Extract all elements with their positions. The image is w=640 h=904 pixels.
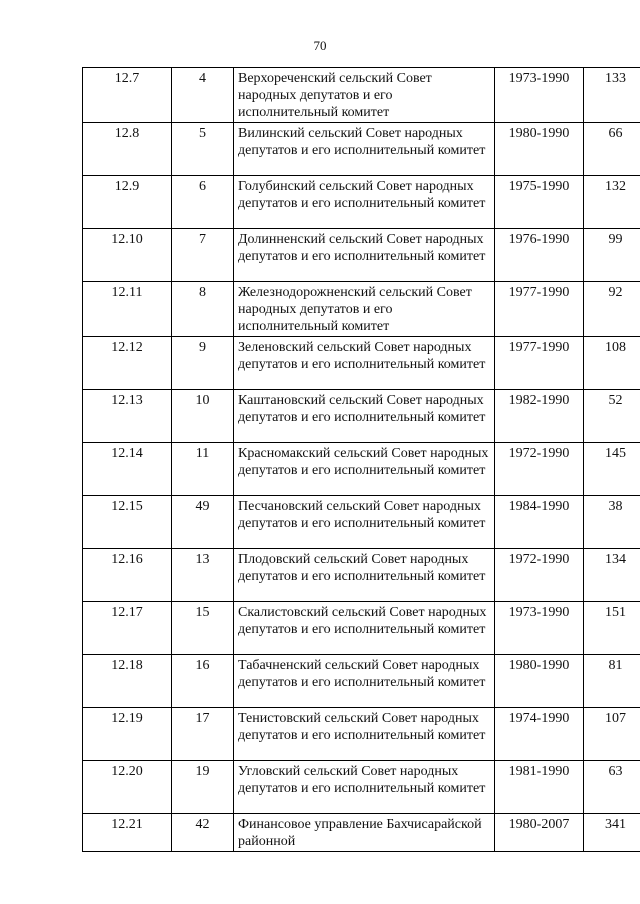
row-years-cell: 1973-1990 — [495, 68, 584, 123]
row-index-cell: 12.14 — [83, 443, 172, 496]
table-row — [83, 390, 640, 443]
table-row — [83, 708, 640, 761]
row-name-cell: Табачненский сельский Совет народных депутатов и его исполнительный комитет — [234, 655, 495, 708]
row-years-cell: 1980-2007 — [495, 814, 584, 852]
row-name-cell: Финансовое управление Бахчисарайской районной — [234, 814, 495, 852]
row-name-cell: Верхореченский сельский Совет народных депутатов и его исполнительный комитет — [234, 68, 495, 123]
row-number-cell: 10 — [172, 390, 234, 443]
row-number-cell: 13 — [172, 549, 234, 602]
row-index-cell: 12.11 — [83, 282, 172, 337]
row-years-cell: 1974-1990 — [495, 708, 584, 761]
row-name-cell: Вилинский сельский Совет народных депутатов и его исполнительный комитет — [234, 123, 495, 176]
row-name-cell: Зеленовский сельский Совет народных депутатов и его исполнительный комитет — [234, 337, 495, 390]
table-row — [83, 443, 640, 496]
row-count-cell: 133 — [584, 68, 640, 123]
table-row — [83, 123, 640, 176]
row-index-cell: 12.12 — [83, 337, 172, 390]
row-number-cell: 5 — [172, 123, 234, 176]
row-count-cell: 38 — [584, 496, 640, 549]
row-count-cell: 92 — [584, 282, 640, 337]
row-count-cell: 108 — [584, 337, 640, 390]
row-index-cell: 12.19 — [83, 708, 172, 761]
row-number-cell: 6 — [172, 176, 234, 229]
row-index-cell: 12.20 — [83, 761, 172, 814]
row-name-cell: Песчановский сельский Совет народных депутатов и его исполнительный комитет — [234, 496, 495, 549]
table-row — [83, 655, 640, 708]
row-count-cell: 81 — [584, 655, 640, 708]
table-row — [83, 337, 640, 390]
table-row — [83, 282, 640, 337]
row-number-cell: 4 — [172, 68, 234, 123]
row-index-cell: 12.13 — [83, 390, 172, 443]
row-count-cell: 66 — [584, 123, 640, 176]
row-index-cell: 12.18 — [83, 655, 172, 708]
row-years-cell: 1976-1990 — [495, 229, 584, 282]
table-row — [83, 761, 640, 814]
row-number-cell: 15 — [172, 602, 234, 655]
row-number-cell: 49 — [172, 496, 234, 549]
row-years-cell: 1980-1990 — [495, 123, 584, 176]
row-number-cell: 8 — [172, 282, 234, 337]
row-name-cell: Угловский сельский Совет народных депутатов и его исполнительный комитет — [234, 761, 495, 814]
row-count-cell: 132 — [584, 176, 640, 229]
row-number-cell: 17 — [172, 708, 234, 761]
row-count-cell: 63 — [584, 761, 640, 814]
row-index-cell: 12.17 — [83, 602, 172, 655]
row-name-cell: Долинненский сельский Совет народных депутатов и его исполнительный комитет — [234, 229, 495, 282]
archive-registry-table — [82, 67, 640, 852]
row-years-cell: 1982-1990 — [495, 390, 584, 443]
row-years-cell: 1980-1990 — [495, 655, 584, 708]
table-row — [83, 496, 640, 549]
row-index-cell: 12.10 — [83, 229, 172, 282]
row-index-cell: 12.7 — [83, 68, 172, 123]
table-row — [83, 68, 640, 123]
row-years-cell: 1972-1990 — [495, 549, 584, 602]
row-index-cell: 12.9 — [83, 176, 172, 229]
row-count-cell: 145 — [584, 443, 640, 496]
row-name-cell: Скалистовский сельский Совет народных депутатов и его исполнительный комитет — [234, 602, 495, 655]
row-index-cell: 12.8 — [83, 123, 172, 176]
row-count-cell: 107 — [584, 708, 640, 761]
row-count-cell: 341 — [584, 814, 640, 852]
row-index-cell: 12.16 — [83, 549, 172, 602]
row-count-cell: 99 — [584, 229, 640, 282]
row-number-cell: 7 — [172, 229, 234, 282]
row-name-cell: Тенистовский сельский Совет народных депутатов и его исполнительный комитет — [234, 708, 495, 761]
table-row — [83, 549, 640, 602]
row-years-cell: 1977-1990 — [495, 282, 584, 337]
row-index-cell: 12.21 — [83, 814, 172, 852]
row-count-cell: 151 — [584, 602, 640, 655]
row-years-cell: 1977-1990 — [495, 337, 584, 390]
row-years-cell: 1984-1990 — [495, 496, 584, 549]
page-number: 70 — [313, 38, 327, 53]
table-row — [83, 176, 640, 229]
row-years-cell: 1981-1990 — [495, 761, 584, 814]
row-name-cell: Плодовский сельский Совет народных депутатов и его исполнительный комитет — [234, 549, 495, 602]
row-name-cell: Каштановский сельский Совет народных депутатов и его исполнительный комитет — [234, 390, 495, 443]
row-number-cell: 9 — [172, 337, 234, 390]
row-name-cell: Железнодорожненский сельский Совет народных депутатов и его исполнительный комитет — [234, 282, 495, 337]
row-number-cell: 19 — [172, 761, 234, 814]
row-count-cell: 134 — [584, 549, 640, 602]
row-number-cell: 16 — [172, 655, 234, 708]
row-number-cell: 11 — [172, 443, 234, 496]
table-row — [83, 814, 640, 852]
table-row — [83, 602, 640, 655]
row-years-cell: 1975-1990 — [495, 176, 584, 229]
row-index-cell: 12.15 — [83, 496, 172, 549]
row-name-cell: Голубинский сельский Совет народных депутатов и его исполнительный комитет — [234, 176, 495, 229]
row-name-cell: Красномакский сельский Совет народных депутатов и его исполнительный комитет — [234, 443, 495, 496]
row-count-cell: 52 — [584, 390, 640, 443]
row-years-cell: 1972-1990 — [495, 443, 584, 496]
table-row — [83, 229, 640, 282]
row-years-cell: 1973-1990 — [495, 602, 584, 655]
row-number-cell: 42 — [172, 814, 234, 852]
